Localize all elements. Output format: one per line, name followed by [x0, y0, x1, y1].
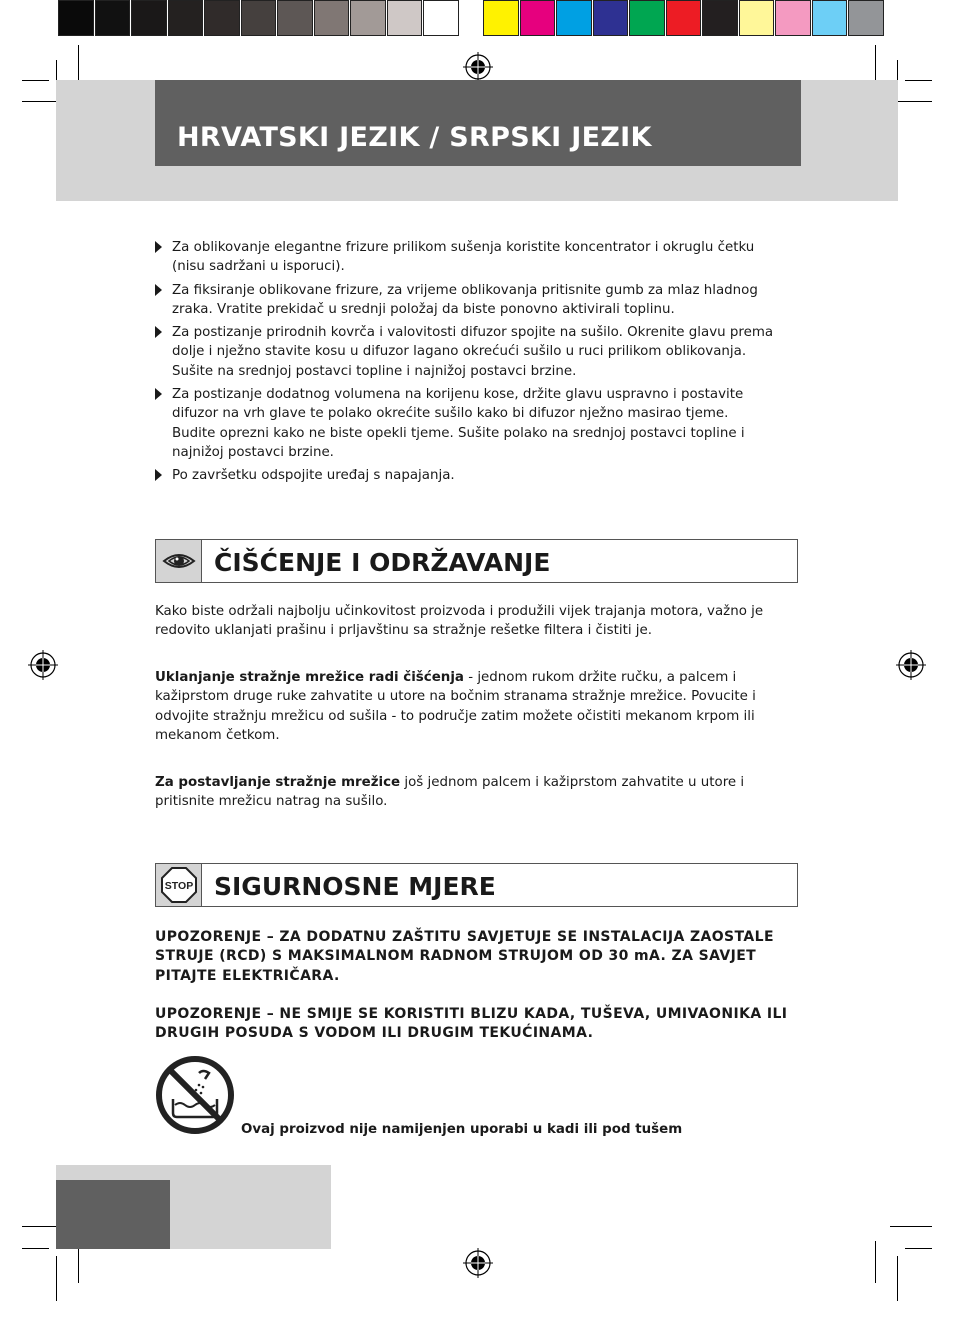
title-box [155, 80, 801, 166]
bullet-arrow-icon [155, 241, 162, 253]
color-calibration-bar-dark [58, 0, 460, 38]
stop-label: STOP [164, 880, 193, 892]
list-item: Za postizanje prirodnih kovrča i valovitosti difuzor spojite na sušilo. Okrenite glavu prema dolje i nježno stavite kosu u difuzor lagano okrećući sušilo u ruci prilikom oblikovanja. Sušite na srednjoj postavci topline i najnižoj postavci brzine. [155, 323, 775, 381]
color-swatch [277, 0, 313, 36]
crop-mark [22, 80, 49, 81]
cleaning-intro: Kako biste održali najbolju učinkovitost proizvoda i produžili vijek trajanja motora, važno je redovito uklanjati prašinu i prljavštinu sa stražnje rešetke filtera i čistiti je. [155, 604, 764, 639]
color-swatch [775, 0, 811, 36]
registration-mark-top [463, 52, 493, 82]
water-warning: UPOZORENJE – NE SMIJE SE KORISTITI BLIZU KADA, TUŠEVA, UMIVAONIKA ILI DRUGIH POSUDA S VODOM ILI DRUGIM TEKUĆINAMA. [155, 1006, 788, 1042]
color-swatch [204, 0, 240, 36]
color-swatch [58, 0, 94, 36]
crop-mark [890, 1226, 932, 1227]
install-heading: Za postavljanje stražnje mrežice [155, 775, 401, 790]
page-title: HRVATSKI JEZIK / SRPSKI JEZIK [177, 122, 652, 153]
removal-text: - jednom rukom držite ručku, a palcem i kažiprstom druge ruke zahvatite u utore na bočnim stranama stražnje mrežice. Povucite i odvojite stražnju mrežicu od sušila - to područje zatim možete očistiti mekanom krpom ili mekanom četkom. [155, 670, 756, 743]
rcd-warning: UPOZORENJE – ZA DODATNU ZAŠTITU SAVJETUJE SE INSTALACIJA ZAOSTALE STRUJE (RCD) S MAKSIMALNOM RADNOM STRUJOM OD 30 mA. ZA SAVJET PITAJTE ELEKTRIČARA. [155, 929, 774, 984]
list-item: Po završetku odspojite uređaj s napajanja. [155, 466, 775, 485]
bullet-arrow-icon [155, 469, 162, 481]
color-swatch [483, 0, 519, 36]
list-item: Za postizanje dodatnog volumena na korijenu kose, držite glavu uspravno i postavite difuzor na vrh glave te polako okrećite sušilo kako bi difuzor nježno masirao tjeme. Budite oprezni kako ne biste opekli tjeme. Sušite polako na srednjoj postavci topline i najnižoj postavci brzine. [155, 385, 775, 462]
registration-mark-right [896, 650, 926, 680]
color-swatch [739, 0, 775, 36]
color-swatch [241, 0, 277, 36]
color-swatch [812, 0, 848, 36]
crop-mark [875, 1241, 876, 1283]
stop-icon [156, 864, 202, 906]
no-bath-caption: Ovaj proizvod nije namijenjen uporabi u kadi ili pod tušem [241, 1122, 683, 1137]
color-swatch [387, 0, 423, 36]
list-item: Za oblikovanje elegantne frizure prilikom sušenja koristite koncentrator i okruglu četku (nisu sadržani u isporuci). [155, 238, 775, 277]
footer-tab [56, 1180, 170, 1249]
crop-mark [56, 1256, 57, 1301]
color-swatch [702, 0, 738, 36]
install-paragraph [155, 773, 775, 812]
list-item: Za fiksiranje oblikovane frizure, za vrijeme oblikovanja pritisnite gumb za mlaz hladnog zraka. Vratite prekidač u srednji položaj da biste ponovno aktivirali toplinu. [155, 281, 775, 320]
color-swatch [848, 0, 884, 36]
color-swatch [593, 0, 629, 36]
registration-mark-bottom [463, 1248, 493, 1278]
color-swatch [520, 0, 556, 36]
color-swatch [556, 0, 592, 36]
safety-heading: SIGURNOSNE MJERE [214, 872, 496, 901]
color-swatch [629, 0, 665, 36]
color-swatch [131, 0, 167, 36]
crop-mark [22, 1248, 49, 1249]
removal-paragraph [155, 668, 775, 745]
cleaning-section-header [155, 539, 798, 583]
bullet-arrow-icon [155, 326, 162, 338]
color-swatch [350, 0, 386, 36]
color-swatch [666, 0, 702, 36]
safety-section-header [155, 863, 798, 907]
registration-mark-left [28, 650, 58, 680]
removal-heading: Uklanjanje stražnje mrežice radi čišćenja [155, 670, 464, 685]
color-swatch [314, 0, 350, 36]
bullet-arrow-icon [155, 388, 162, 400]
cleaning-heading: ČIŠĆENJE I ODRŽAVANJE [214, 548, 551, 577]
bullet-arrow-icon [155, 284, 162, 296]
no-bath-icon [155, 1055, 235, 1135]
crop-mark [905, 1248, 932, 1249]
color-swatch [168, 0, 204, 36]
eye-icon [156, 540, 202, 582]
crop-mark [905, 80, 932, 81]
crop-mark [897, 1256, 898, 1301]
color-calibration-bar-color [483, 0, 885, 38]
install-text: još jednom palcem i kažiprstom zahvatite u utore i pritisnite mrežicu natrag na sušilo. [155, 775, 745, 810]
color-swatch [95, 0, 131, 36]
usage-bullet-list [155, 238, 775, 490]
color-swatch [423, 0, 459, 36]
